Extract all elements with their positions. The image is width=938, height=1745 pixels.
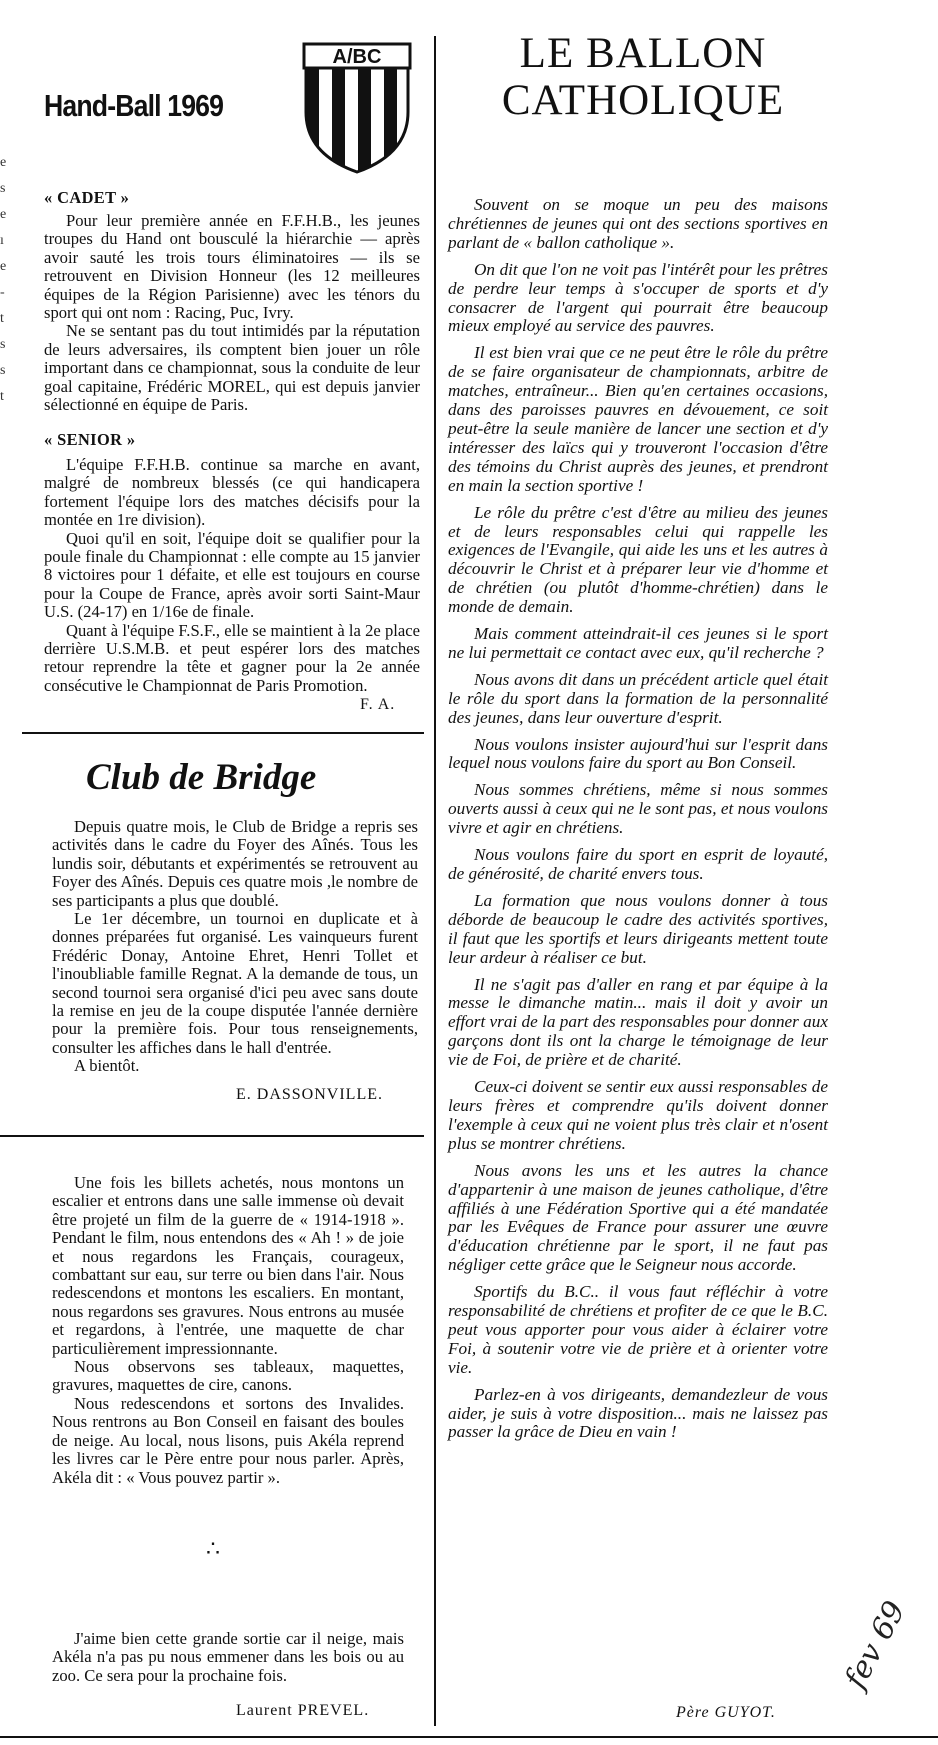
- sortie-signature: Laurent PREVEL.: [236, 1702, 370, 1719]
- ballon-paragraph: Souvent on se moque un peu des maisons chrétiennes de jeunes qui ont des sections sportives en parlant de « ballon catholique ».: [448, 195, 828, 252]
- cadet-paragraph: Pour leur première année en F.F.H.B., les jeunes troupes du Hand ont bousculé la hiérarchie — après avoir sauté les trois tours éliminatoires — ils se retrouvent en Division Honneur (les 12 meilleures équipes de la Région Parisienne) avec les ténors du sport qui ont nom : Racing, Puc, Ivry.: [44, 211, 420, 323]
- ballon-title: [460, 30, 826, 124]
- bridge-paragraph: Depuis quatre mois, le Club de Bridge a repris ses activités dans le cadre du Foyer des Aînés. Tous les lundis soir, débutants et expérimentés se retrouvent au Foyer des Aînés. Depuis ces quatre mois ,le nombre de ses participants a plus que doublé.: [52, 817, 418, 910]
- ballon-paragraph: Sportifs du B.C.. il vous faut réfléchir à votre responsabilité de chrétiens et profiter de ce que le B.C. peut vous apporter pour vous aider à éclairer votre Foi, à soutenir votre vie de prière et à orienter votre vie.: [448, 1282, 828, 1377]
- ballon-title-line1: LE BALLON: [519, 30, 767, 77]
- senior-label: « SENIOR »: [44, 430, 136, 449]
- margin-char: s: [0, 363, 6, 378]
- ballon-paragraph: Parlez-en à vos dirigeants, demandezleur de vous aider, je suis à votre disposition... mais ne laissez pas passer la grâce de Dieu en vain !: [448, 1384, 828, 1442]
- senior-paragraph: L'équipe F.F.H.B. continue sa marche en avant, malgré de nombreux blessés (ce qui handicapera fortement l'équipe lors des matches décisifs pour la montée en 1re division).: [44, 455, 420, 530]
- margin-char: -: [0, 285, 5, 300]
- bridge-signature: E. DASSONVILLE.: [236, 1086, 383, 1103]
- ballon-paragraph: Nous voulons insister aujourd'hui sur l'esprit dans lequel nous voulons faire du sport au Bon Conseil.: [448, 734, 828, 773]
- page-bottom-rule: [0, 1736, 938, 1738]
- sortie-paragraph: Nous observons ses tableaux, maquettes, gravures, maquettes de cire, canons.: [52, 1357, 404, 1395]
- sortie-paragraph: Nous redescendons et sortons des Invalides. Nous rentrons au Bon Conseil en faisant des boules de neige. Au local, nous lisons, puis Akéla reprend les livres car le Père entre pour nous parler. Après, Akéla dit : « Vous pouvez partir ».: [52, 1393, 404, 1487]
- margin-char: s: [0, 337, 6, 352]
- senior-paragraph: Quoi qu'il en soit, l'équipe doit se qualifier pour la poule finale du Championnat : elle compte au 15 janvier 8 victoires pour 1 défaite, et elle est toujours en course pour la Coupe de France, après avoir sorti Saint-Maur U.S. (24-17) en 1/16e de finale.: [44, 528, 420, 622]
- cadet-body: [44, 212, 420, 414]
- ballon-paragraph: Nous avons les uns et les autres la chance d'appartenir à une maison de jeunes catholique, d'être affiliés à une Fédération Sportive qui a été mandatée par les Evêques de France pour assurer une œuvre d'éducation chrétienne par le sport, il ne faut pas négliger cette grâce que le Seigneur nous accorde.: [448, 1160, 828, 1275]
- margin-char: e: [0, 259, 7, 274]
- bridge-body: [52, 818, 418, 1076]
- bridge-paragraph: A bientôt.: [74, 1056, 140, 1076]
- margin-char: t: [0, 311, 4, 326]
- logo-text: A/BC: [332, 46, 382, 68]
- ballon-signature: Père GUYOT.: [676, 1704, 776, 1721]
- ballon-paragraph: Il est bien vrai que ce ne peut être le rôle du prêtre de se faire organisateur de championnats, arbitre de matches, entraîneur... Bien qu'en certaines occasions, dans des paroisses pauvres en dévouement, ce soit peut-être la seule manière de lancer une section et d'y intéresser des laïcs qui y trouveront l'occasion d'être des témoins du Christ auprès des jeunes, et prendront en main la section sportive !: [448, 343, 828, 495]
- sortie-paragraph: Une fois les billets achetés, nous montons un escalier et entrons dans une salle immense où devait être projeté un film de la guerre de « 1914-1918 ». Pendant le film, nous entendons des « Ah ! » de joie et nous regardons les Français, courageux, combattant sur eau, sur terre ou bien dans l'air. Nous redescendons et montons les escaliers. En montant, nous regardons ses gravures. Nous entrons au musée et regardons, à l'entrée, une maquette de char particulièrement impressionnante.: [52, 1173, 404, 1358]
- ballon-paragraph: La formation que nous voulons donner à tous déborde de beaucoup le cadre des activités sportives, il faut que les sportifs et leurs dirigeants mettent toute leur ardeur à réaliser ce but.: [448, 890, 828, 967]
- section-separator: ∴: [206, 1536, 220, 1561]
- margin-char: e: [0, 207, 7, 222]
- margin-fragments: [0, 150, 8, 410]
- asbc-logo: [302, 42, 412, 174]
- margin-char: e: [0, 155, 7, 170]
- margin-char: s: [0, 181, 6, 196]
- ballon-title-line2: CATHOLIQUE: [501, 77, 785, 124]
- sortie-closing-paragraph: J'aime bien cette grande sortie car il neige, mais Akéla n'a pas pu nous emmener dans les bois ou au zoo. Ce sera pour la prochaine fois.: [52, 1629, 404, 1685]
- section-divider-handball: [22, 732, 424, 734]
- margin-char: ı: [0, 233, 4, 248]
- handwritten-note: fev 69: [838, 1595, 913, 1695]
- asbc-shield-icon: [302, 42, 412, 174]
- ballon-paragraph: Le rôle du prêtre c'est d'être au milieu des jeunes et de leurs responsables celui qui rappelle les exigences de l'Evangile, qui aide les uns et les autres à découvrir le Christ et à préparer leur vie d'homme et de chrétien (ou plutôt d'homme-chrétien) dans le monde de demain.: [448, 502, 828, 617]
- sortie-body: [52, 1174, 404, 1487]
- sortie-closing: [52, 1630, 404, 1685]
- handball-title: Hand-Ball 1969: [44, 88, 224, 123]
- ballon-paragraph: Il ne s'agit pas d'aller en rang et par équipe à la messe le dimanche matin... mais il doit y avoir un effort vrai de la part des responsables pour donner aux garçons dont ils ont la charge le témoignage de leur vie de Foi, de prière et de charité.: [448, 974, 828, 1070]
- ballon-paragraph: Nous avons dit dans un précédent article quel était le rôle du sport dans la formation de la personnalité des jeunes, dans leur ouverture d'esprit.: [448, 669, 828, 727]
- cadet-paragraph: Ne se sentant pas du tout intimidés par la réputation de leurs adversaires, ils comptent bien jouer un rôle important dans ce championnat, sous la conduite de leur goal capitaine, Frédéric MOREL, qui est depuis janvier sélectionné en équipe de Paris.: [44, 321, 420, 415]
- column-divider: [434, 36, 436, 1726]
- ballon-paragraph: Mais comment atteindrait-il ces jeunes si le sport ne lui permettait ce contact avec eux, qu'il recherche ?: [448, 624, 828, 662]
- senior-paragraph: Quant à l'équipe F.S.F., elle se maintient à la 2e place derrière U.S.M.B. et peut espérer lors des matches retour reprendre la tête et gagner pour la 2e année consécutive le Championnat de Paris Promotion.: [44, 620, 420, 695]
- cadet-label: « CADET »: [44, 188, 130, 207]
- ballon-paragraph: On dit que l'on ne voit pas l'intérêt pour les prêtres de perdre leur temps à s'occuper de sports et d'y consacrer de l'argent qui pourrait être beaucoup mieux employé au service des pauvres.: [448, 259, 828, 336]
- ballon-paragraph: Nous voulons faire du sport en esprit de loyauté, de générosité, de charité envers tous.: [448, 845, 828, 883]
- margin-char: t: [0, 389, 4, 404]
- section-divider-bridge: [0, 1135, 424, 1137]
- handball-signature: F. A.: [360, 696, 396, 713]
- ballon-paragraph: Ceux-ci doivent se sentir eux aussi responsables de leurs frères et comprendre qu'ils doivent donner l'exemple à ceux qui ne voient plus très clair et n'osent plus se montrer chrétiens.: [448, 1077, 828, 1153]
- ballon-body: [448, 196, 828, 1450]
- bridge-paragraph: Le 1er décembre, un tournoi en duplicate et à donnes préparées fut organisé. Les vainqueurs furent Frédéric Donay, Antoine Ehret, Henri Tollet et l'inoubliable famille Regnat. A la demande de tous, un second tournoi sera organisé d'ici peu avec sans doute la remise en jeu de la coupe disputée l'année dernière pour la première fois. Pour tous renseignements, consulter les affiches dans le hall d'entrée.: [52, 909, 418, 1057]
- ballon-paragraph: Nous sommes chrétiens, même si nous sommes ouverts aussi à ceux qui ne le sont pas, et nous voulons vivre et agir en chrétiens.: [448, 780, 828, 838]
- senior-body: [44, 456, 420, 695]
- bridge-title: Club de Bridge: [86, 757, 317, 798]
